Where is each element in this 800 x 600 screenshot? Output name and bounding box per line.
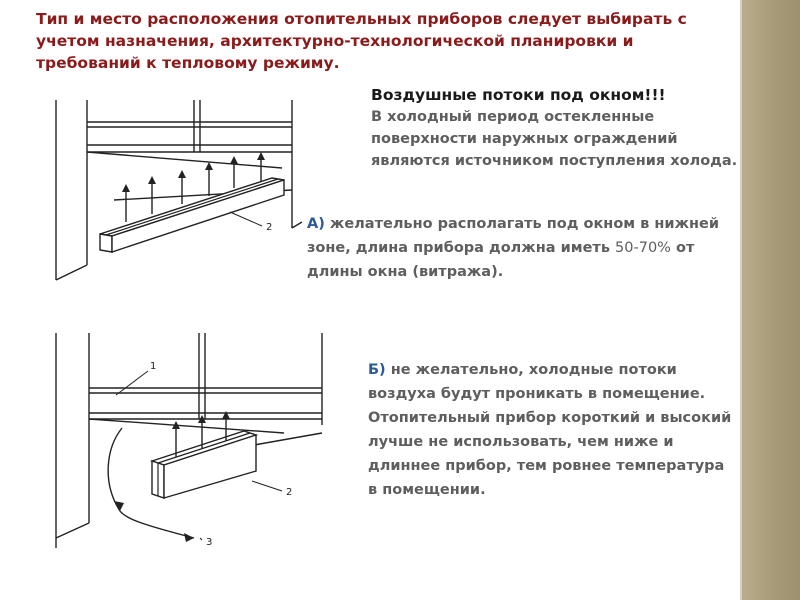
figure-bottom-label-3: 3 [206,537,213,548]
option-b-block [368,358,738,502]
option-a-percent: 50-70% [615,240,671,256]
figure-long-radiator [54,100,304,290]
option-b-text1: не желательно, холодные потоки воздуха будут проникать в помещение. [368,362,706,402]
option-b-text2: Отопительный прибор короткий и высокий лучше не использовать, чем ниже и длиннее прибор, тем ровнее температура в помещении. [368,410,732,498]
slide-title: Тип и место расположения отопительных приборов следует выбирать с учетом назначения, архитектурно-технологической планировки и требований к тепловому режиму. [36,10,687,72]
figure-bottom-label-1: 1 [150,361,157,372]
figure-top-label-2: 2 [266,222,273,233]
air-flow-body: В холодный период остекленные поверхности наружных ограждений являются источником поступления холода. [371,109,738,169]
option-a-tail: от длины окна (витража). [307,240,695,280]
figure-short-radiator [54,333,329,553]
option-a-letter: А) [307,216,325,232]
air-flow-heading: Воздушные потоки под окном!!! [371,86,666,104]
option-b-line1 [368,358,738,406]
option-b-letter: Б) [368,362,386,378]
air-flow-block [371,84,751,172]
figure-bottom-label-2: 2 [286,487,293,498]
option-a-body: желательно располагать под окном в нижней зоне, длина прибора должна иметь [307,216,720,256]
option-a-text [307,212,727,284]
